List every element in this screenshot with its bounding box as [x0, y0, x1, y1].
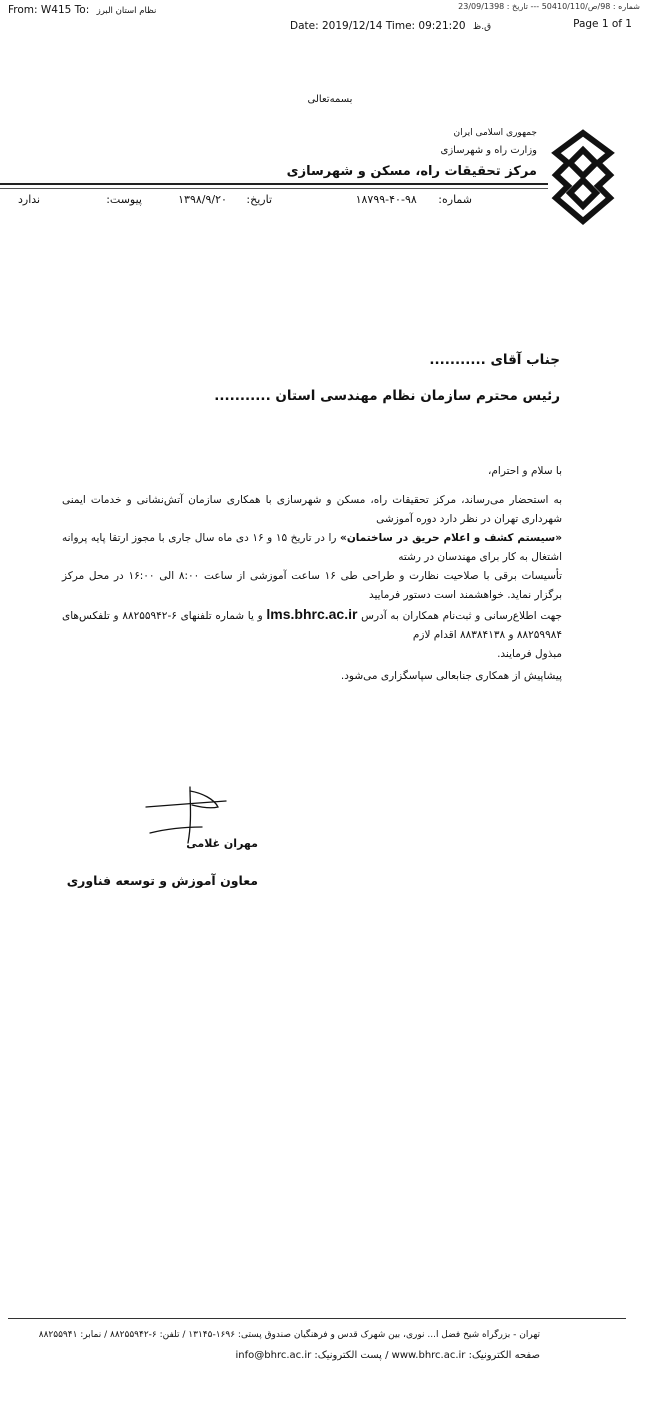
- letter-date-label: تاریخ:: [246, 193, 272, 206]
- page-count: Page 1 of 1: [573, 18, 632, 30]
- registration-url[interactable]: lms.bhrc.ac.ir: [266, 606, 358, 622]
- closing-line: پیشاپیش از همکاری جنابعالی سپاسگزاری می‌شود.: [340, 670, 562, 682]
- fax-from-to: [8, 4, 156, 16]
- footer-email-label: / پست الکترونیک:: [314, 1350, 389, 1361]
- footer-email-link[interactable]: info@bhrc.ac.ir: [235, 1350, 312, 1361]
- letter-number-label: شماره:: [438, 193, 472, 206]
- recipient-line-2: رئیس محترم سازمان نظام مهندسی استان ...........: [214, 388, 560, 404]
- basmala: بسمه‌تعالی: [307, 94, 353, 105]
- bhrc-logo-icon: [548, 128, 618, 226]
- body-line-5: مبذول فرمایند.: [497, 648, 562, 660]
- fax-from: From: W415: [8, 4, 72, 16]
- footer-address: تهران - بزرگراه شیخ فضل ا... نوری، بین شهرک قدس و فرهنگیان صندوق پستی: ۱۶۹۶-۱۳۱۴۵ / تلفن: ۶-۸۸۲۵۵۹۴۲ / نمابر: ۸۸۲۵۵۹۴۱: [38, 1330, 540, 1340]
- body-line-2: [62, 529, 562, 567]
- letter-attachment-label: پیوست:: [106, 193, 142, 206]
- org-line-ministry: وزارت راه و شهرسازی: [440, 145, 537, 156]
- letter-body: [62, 491, 562, 664]
- body-line-3: تأسیسات برقی با صلاحیت نظارت و طراحی طی ۱۶ ساعت آموزشی از ساعت ۸:۰۰ الی ۱۶:۰۰ در محل مرکز برگزار نماید. خواهشمند است دستور فرمایید: [62, 570, 562, 601]
- body-line-2-rest: را در تاریخ ۱۵ و ۱۶ دی ماه سال جاری با مجوز ارتقا پایه پروانه اشتغال به کار برای مهندسان در رشته: [62, 532, 562, 563]
- body-line-4-a: جهت اطلاع‌رسانی و ثبت‌نام همکاران به آدرس: [361, 610, 562, 622]
- recipient-line-1: جناب آقای ...........: [429, 352, 560, 368]
- letter-attachment-value: ندارد: [18, 193, 41, 206]
- handwritten-signature: [140, 785, 230, 845]
- course-name: «سیستم کشف و اعلام حریق در ساختمان»: [340, 532, 563, 544]
- org-line-center: مرکز تحقیقات راه، مسکن و شهرسازی: [286, 164, 537, 179]
- footer-web-link[interactable]: www.bhrc.ac.ir: [391, 1350, 466, 1361]
- body-line-4-b: و یا شماره تلفنهای ۶-۸۸۲۵۵۹۴۲ و تلفکس‌های ۸۸۲۵۹۹۸۴ و ۸۸۳۸۴۱۳۸ اقدام لازم: [62, 610, 562, 641]
- letter-number: [356, 193, 472, 206]
- fax-to-label: To:: [74, 4, 90, 16]
- greeting: با سلام و احترام،: [488, 465, 562, 477]
- letter-date: [178, 193, 272, 206]
- letterhead-divider-thin: [0, 188, 548, 189]
- body-line-4: [62, 605, 562, 645]
- registration-stamp: شماره : 98/ص/50410/110 --- تاریخ : 23/09/1398: [458, 2, 640, 11]
- letter-date-value: ۱۳۹۸/۹/۲۰: [178, 193, 227, 206]
- footer-web-label: صفحه الکترونیک:: [468, 1350, 540, 1361]
- body-line-1: به استحضار می‌رساند، مرکز تحقیقات راه، مسکن و شهرسازی با همکاری سازمان آتش‌نشانی و خدمات ایمنی شهرداری تهران در نظر دارد دوره آموزشی: [62, 494, 562, 525]
- footer-divider: [8, 1318, 626, 1319]
- signer-name: مهران غلامی: [186, 837, 258, 850]
- fax-am-pm: ق.ظ: [472, 22, 492, 32]
- letterhead-divider: [0, 183, 548, 185]
- fax-to-value: نظام استان البرز: [96, 6, 157, 16]
- fax-date-time: Date: 2019/12/14 Time: 09:21:20: [290, 20, 466, 32]
- letter-number-value: ۹۸-۴۰-۱۸۷۹۹: [355, 193, 417, 206]
- letter-attachment: [106, 193, 142, 206]
- fax-datetime: [290, 20, 491, 32]
- signer-title: معاون آموزش و توسعه فناوری: [66, 873, 258, 888]
- org-line-country: جمهوری اسلامی ایران: [453, 128, 537, 138]
- footer-contact: [20, 1350, 540, 1361]
